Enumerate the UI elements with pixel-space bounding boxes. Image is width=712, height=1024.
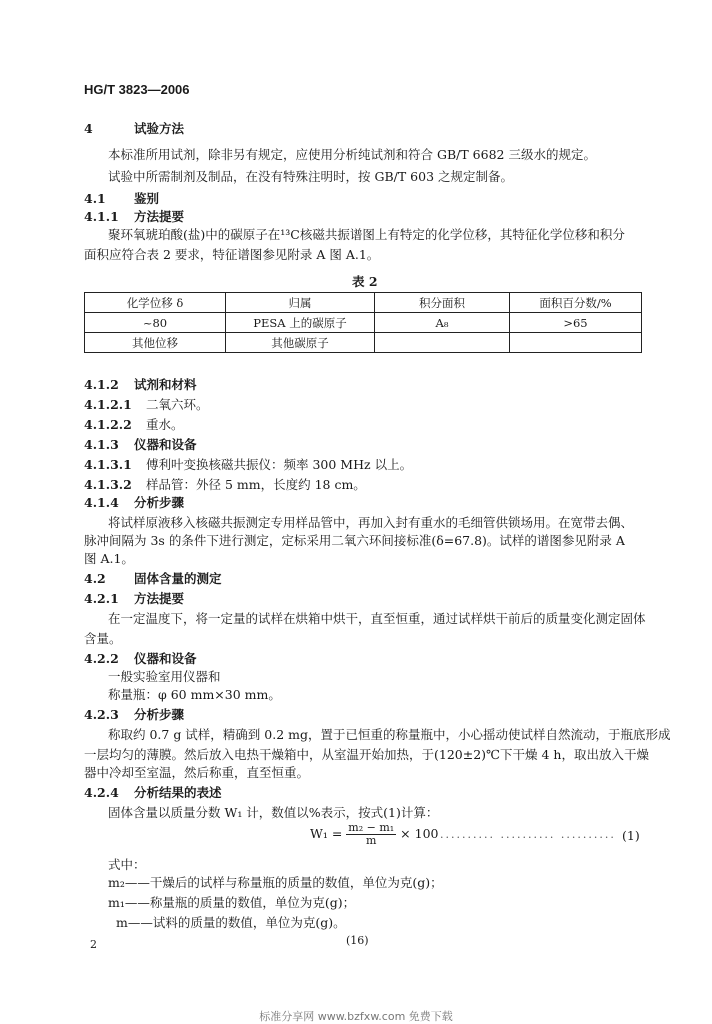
table-header-cell: 积分面积 — [375, 293, 510, 313]
formula-rhs: × 100 — [400, 826, 439, 841]
table-cell: 其他碳原子 — [226, 333, 375, 353]
table-cell: A₈ — [375, 313, 510, 333]
formula-label: (1) — [622, 828, 640, 843]
section-4-heading: 4 试验方法 — [84, 121, 185, 136]
section-4-1-1-heading: 4.1.1 方法提要 — [84, 209, 185, 224]
formula-leader-dots: .......... .......... .......... — [440, 828, 616, 841]
s423-line-3: 器中冷却至室温，然后称重，直至恒重。 — [84, 765, 310, 780]
formula-denominator: m — [366, 834, 377, 847]
table-header-row — [85, 293, 642, 313]
table-2-caption: 表 2 — [352, 274, 378, 289]
where-m1: m₁——称量瓶的质量的数值，单位为克(g)； — [108, 895, 356, 910]
section-4-2-3-heading: 4.2.3 分析步骤 — [84, 707, 185, 722]
s422-line-1: 一般实验室用仪器和 — [108, 669, 221, 684]
s414-line-3: 图 A.1。 — [84, 551, 134, 566]
table-row — [85, 333, 642, 353]
formula-numerator: m₂ − m₁ — [348, 821, 395, 834]
s414-line-1: 将试样原液移入核磁共振测定专用样品管中，再加入封有重水的毛细管供锁场用。在宽带去偶、 — [108, 515, 634, 530]
section-4-1-3-heading: 4.1.3 仪器和设备 — [84, 437, 197, 452]
item-4-1-2-1: 4.1.2.1 二氧六环。 — [84, 397, 209, 412]
table-header-cell: 化学位移 δ — [85, 293, 226, 313]
formula-fraction — [346, 822, 396, 847]
table-row — [85, 313, 642, 333]
s422-line-2: 称量瓶：φ 60 mm×30 mm。 — [108, 687, 281, 702]
table-cell: ~80 — [85, 313, 226, 333]
s411-line-1: 聚环氧琥珀酸(盐)中的碳原子在¹³C核磁共振谱图上有特定的化学位移，其特征化学位移和积分 — [108, 227, 625, 242]
table-header-cell: 面积百分数/% — [510, 293, 642, 313]
s421-line-1: 在一定温度下，将一定量的试样在烘箱中烘干，直至恒重，通过试样烘干前后的质量变化测定固体 — [108, 611, 646, 626]
table-cell: 其他位移 — [85, 333, 226, 353]
where-m2: m₂——干燥后的试样与称量瓶的质量的数值，单位为克(g)； — [108, 875, 443, 890]
section-4-1-heading: 4.1 鉴别 — [84, 191, 160, 206]
item-4-1-3-1: 4.1.3.1 傅利叶变换核磁共振仪：频率 300 MHz 以上。 — [84, 457, 413, 472]
formula-lhs: W₁ = — [310, 826, 343, 841]
item-4-1-2-2: 4.1.2.2 重水。 — [84, 417, 184, 432]
section-4-2-2-heading: 4.2.2 仪器和设备 — [84, 651, 197, 666]
section-4-1-2-heading: 4.1.2 试剂和材料 — [84, 377, 197, 392]
watermark: 标准分享网 www.bzfxw.com 免费下载 — [259, 1010, 453, 1023]
page-number: 2 — [90, 938, 97, 951]
item-4-1-3-2: 4.1.3.2 样品管：外径 5 mm，长度约 18 cm。 — [84, 477, 366, 492]
table-cell — [510, 333, 642, 353]
where-intro: 式中： — [108, 857, 146, 872]
s414-line-2: 脉冲间隔为 3s 的条件下进行测定，定标采用二氧六环间接标准(δ=67.8)。试样的谱图参见附录 A — [84, 533, 625, 548]
s423-line-1: 称取约 0.7 g 试样，精确到 0.2 mg，置于已恒重的称量瓶中，小心摇动使试样自然流动，于瓶底形成 — [108, 727, 671, 742]
section-4-2-heading: 4.2 固体含量的测定 — [84, 571, 222, 586]
table-cell — [375, 333, 510, 353]
section-4-2-4-heading: 4.2.4 分析结果的表述 — [84, 785, 222, 800]
formula-1 — [310, 822, 438, 847]
s424-line-1: 固体含量以质量分数 W₁ 计，数值以%表示，按式(1)计算： — [108, 805, 439, 820]
s421-line-2: 含量。 — [84, 631, 122, 646]
section-4-2-1-heading: 4.2.1 方法提要 — [84, 591, 185, 606]
table-cell: >65 — [510, 313, 642, 333]
table-cell: PESA 上的碳原子 — [226, 313, 375, 333]
s423-line-2: 一层均匀的薄膜。然后放入电热干燥箱中，从室温开始加热，于(120±2)℃下干燥 4 h，取出放入干燥 — [84, 747, 649, 762]
s4-paragraph-2: 试验中所需制剂及制品，在没有特殊注明时，按 GB/T 603 之规定制备。 — [108, 169, 514, 184]
where-m: m——试料的质量的数值，单位为克(g)。 — [116, 915, 346, 930]
s411-line-2: 面积应符合表 2 要求，特征谱图参见附录 A 图 A.1。 — [84, 247, 380, 262]
table-header-cell: 归属 — [226, 293, 375, 313]
section-4-1-4-heading: 4.1.4 分析步骤 — [84, 495, 185, 510]
sequence-number: (16) — [346, 934, 369, 947]
standard-code: HG/T 3823—2006 — [84, 82, 190, 97]
table-2 — [84, 292, 642, 353]
s4-paragraph-1: 本标准所用试剂，除非另有规定，应使用分析纯试剂和符合 GB/T 6682 三级水的规定。 — [108, 147, 596, 162]
